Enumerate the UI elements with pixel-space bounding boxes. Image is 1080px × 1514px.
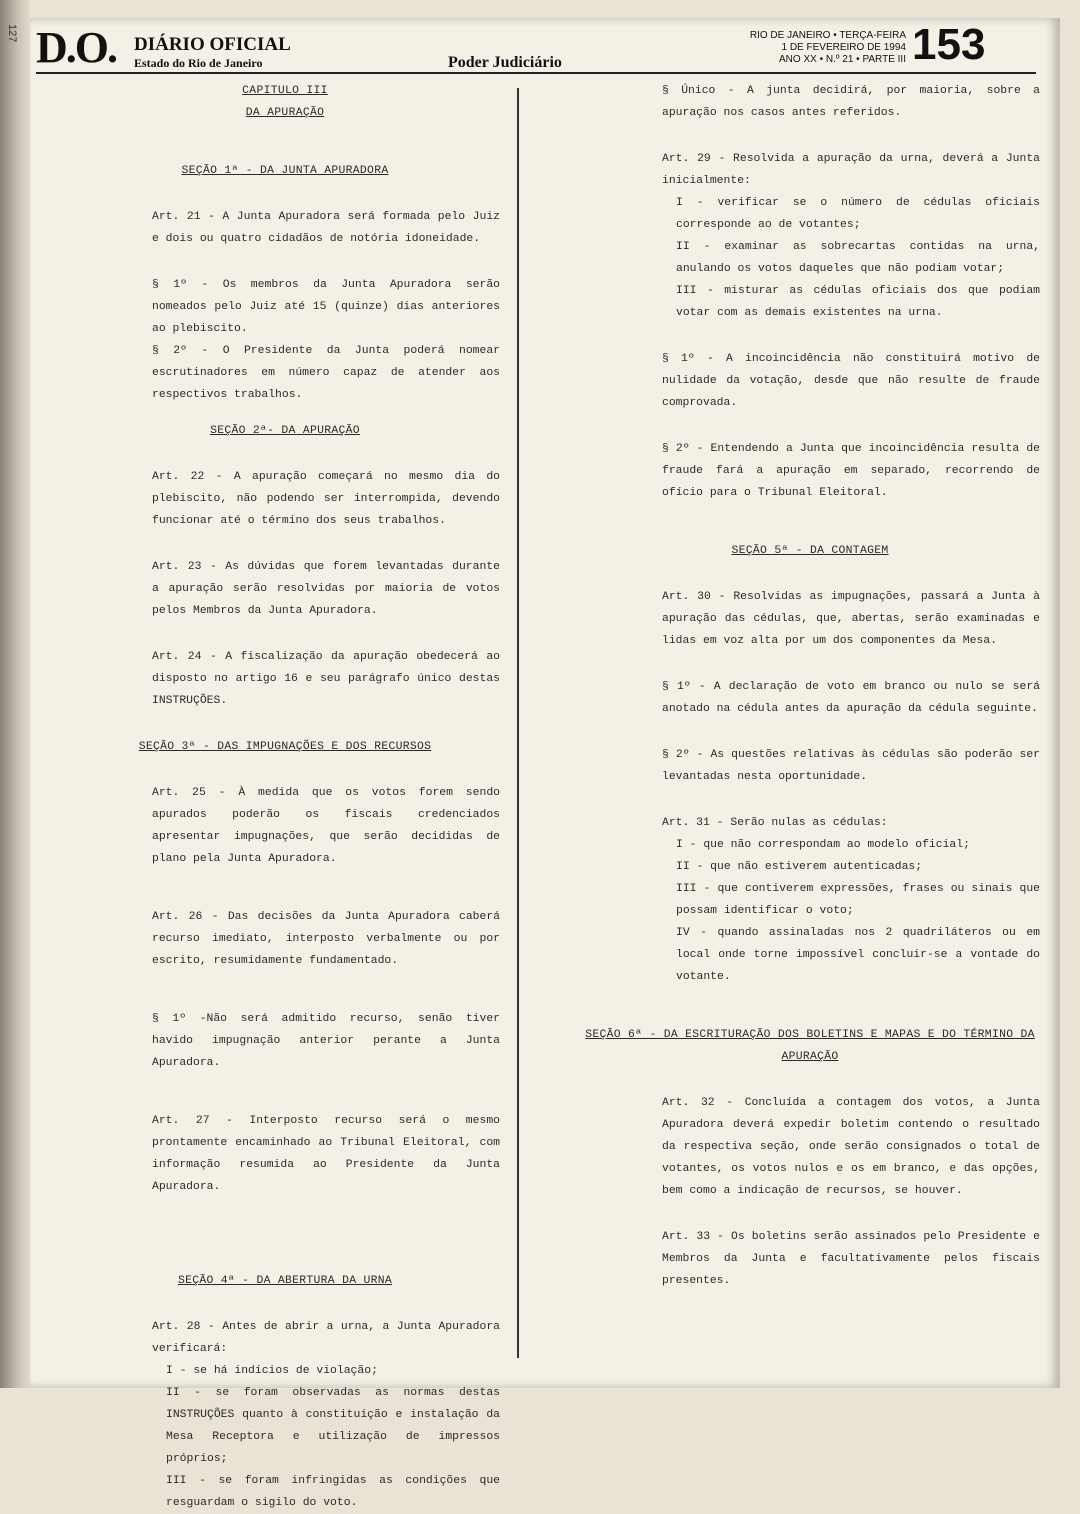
article-paragraph: Art. 28 - Antes de abrir a urna, a Junta Apuradora verificará: <box>152 1321 500 1355</box>
publication-logo: D.O. <box>36 23 116 72</box>
spacer <box>580 788 1040 812</box>
left-column <box>70 80 500 1514</box>
spacer <box>580 414 1040 438</box>
dateline <box>726 30 906 66</box>
spacer <box>70 1292 500 1316</box>
section-name: Poder Judiciário <box>448 54 562 71</box>
article-paragraph: Art. 33 - Os boletins serão assinados pelo Presidente e Membros da Junta e facultativamente pelos fiscais presentes. <box>662 1231 1040 1287</box>
list-item: I - se há indícios de violação; <box>166 1365 378 1377</box>
section-heading: SEÇÃO 2ª- DA APURAÇÃO <box>210 425 360 437</box>
article-paragraph: § Único - A junta decidirá, por maioria, sobre a apuração nos casos antes referidos. <box>662 85 1040 119</box>
article-paragraph: Art. 32 - Concluída a contagem dos votos, a Junta Apuradora deverá expedir boletim contendo o resultado da respectiva seção, onde serão consignados o total de votantes, os votos nulos e os em branco, e das opções, bem como a indicação de recursos, se houver. <box>662 1097 1040 1197</box>
spacer <box>580 504 1040 540</box>
spacer <box>580 720 1040 744</box>
spacer <box>580 124 1040 148</box>
article-paragraph: § 1º - Os membros da Junta Apuradora serão nomeados pelo Juiz até 15 (quinze) dias anteriores ao plebiscito. <box>152 279 500 335</box>
spacer <box>70 1198 500 1234</box>
section-heading: SEÇÃO 4ª - DA ABERTURA DA URNA <box>177 1275 393 1287</box>
spacer <box>580 988 1040 1024</box>
masthead <box>36 20 1036 76</box>
dateline-line-2: 1 DE FEVEREIRO DE 1994 <box>781 42 906 53</box>
spacer <box>580 652 1040 676</box>
spacer <box>70 124 500 160</box>
spacer <box>70 1074 500 1110</box>
section-heading: SEÇÃO 1ª - DA JUNTA APURADORA <box>181 165 389 177</box>
spacer <box>580 1202 1040 1226</box>
list-item: II - examinar as sobrecartas contidas na urna, anulando os votos daqueles que não podiam votar; <box>676 241 1040 275</box>
binding-text: 127 <box>6 24 18 43</box>
article-paragraph: Art. 29 - Resolvida a apuração da urna, deverá a Junta inicialmente: <box>662 153 1040 187</box>
article-paragraph: Art. 27 - Interposto recurso será o mesmo prontamente encaminhado ao Tribunal Eleitoral, com informação resumida ao Presidente da Junta Apuradora. <box>152 1115 500 1193</box>
article-paragraph: Art. 30 - Resolvidas as impugnações, passará a Junta à apuração das cédulas, que, abertas, serão examinadas e lidas em voz alta por um dos componentes da Mesa. <box>662 591 1040 647</box>
dateline-line-1: RIO DE JANEIRO • TERÇA-FEIRA <box>749 30 906 41</box>
article-paragraph: Art. 23 - As dúvidas que forem levantadas durante a apuração serão resolvidas por maioria de votos pelos Membros da Junta Apuradora. <box>152 561 500 617</box>
list-item: III - se foram infringidas as condições que resguardam o sigilo do voto. <box>166 1475 500 1509</box>
spacer <box>580 1068 1040 1092</box>
publication-title: DIÁRIO OFICIAL <box>134 34 291 55</box>
article-paragraph: Art. 26 - Das decisões da Junta Apuradora caberá recurso imediato, interposto verbalmente ou por escrito, resumidamente fundamentado. <box>152 911 500 967</box>
spacer <box>70 870 500 906</box>
section-heading: SEÇÃO 3ª - DAS IMPUGNAÇÕES E DOS RECURSOS <box>138 741 432 753</box>
list-item: IV - quando assinaladas nos 2 quadriláteros ou em local onde torne impossível concluir-se a vontade do votante. <box>676 927 1040 983</box>
list-item: I - que não correspondam ao modelo oficial; <box>676 839 970 851</box>
spacer <box>70 1234 500 1270</box>
spacer <box>70 972 500 1008</box>
article-paragraph: Art. 22 - A apuração começará no mesmo dia do plebiscito, não podendo ser interrompida, devendo funcionar até o término dos seus trabalhos. <box>152 471 500 527</box>
article-paragraph: Art. 24 - A fiscalização da apuração obedecerá ao disposto no artigo 16 e seu parágrafo único destas INSTRUÇÕES. <box>152 651 500 707</box>
section-heading: SEÇÃO 6ª - DA ESCRITURAÇÃO DOS BOLETINS E MAPAS E DO TÉRMINO DA APURAÇÃO <box>585 1029 1035 1063</box>
spacer <box>70 406 500 420</box>
article-paragraph: § 2º - Entendendo a Junta que incoincidência resulta de fraude fará a apuração em separado, recorrendo de ofício para o Tribunal Eleitoral. <box>662 443 1040 499</box>
article-paragraph: § 2º - As questões relativas às cédulas são poderão ser levantadas nesta oportunidade. <box>662 749 1040 783</box>
spacer <box>70 442 500 466</box>
column-divider <box>517 88 519 1358</box>
masthead-rule <box>36 72 1036 74</box>
spacer <box>70 758 500 782</box>
page-binding <box>0 0 30 1388</box>
article-paragraph: § 2º - O Presidente da Junta poderá nomear escrutinadores em número capaz de atender aos respectivos trabalhos. <box>152 345 500 401</box>
publication-subtitle: Estado do Rio de Janeiro <box>134 56 263 70</box>
article-paragraph: Art. 25 - À medida que os votos forem sendo apurados poderão os fiscais credenciados apresentar impugnações, que serão decididas de plano pela Junta Apuradora. <box>152 787 500 865</box>
spacer <box>70 182 500 206</box>
section-heading: SEÇÃO 5ª - DA CONTAGEM <box>731 545 889 557</box>
list-item: I - verificar se o número de cédulas oficiais corresponde ao de votantes; <box>676 197 1040 231</box>
right-column <box>580 80 1040 1292</box>
list-item: II - que não estiverem autenticadas; <box>676 861 923 873</box>
dateline-line-3: ANO XX • N.º 21 • PARTE III <box>779 54 906 65</box>
article-paragraph: § 1º - A incoincidência não constituirá motivo de nulidade da votação, desde que não resulte de fraude comprovada. <box>662 353 1040 409</box>
spacer <box>70 622 500 646</box>
article-paragraph: Art. 31 - Serão nulas as cédulas: <box>662 817 888 829</box>
list-item: II - se foram observadas as normas destas INSTRUÇÕES quanto à constituição e instalação da Mesa Receptora e utilização de impressos próprios; <box>166 1387 500 1465</box>
list-item: III - misturar as cédulas oficiais dos que podiam votar com as demais existentes na urna. <box>676 285 1040 319</box>
page-number: 153 <box>912 20 986 69</box>
spacer <box>580 324 1040 348</box>
article-paragraph: § 1º - A declaração de voto em branco ou nulo se será anotado na cédula antes da apuração da cédula seguinte. <box>662 681 1040 715</box>
section-heading: CAPITULO III <box>242 85 328 97</box>
list-item: III - que contiverem expressões, frases ou sinais que possam identificar o voto; <box>676 883 1040 917</box>
spacer <box>70 250 500 274</box>
section-heading: DA APURAÇÃO <box>245 107 325 119</box>
spacer <box>580 562 1040 586</box>
article-paragraph: § 1º -Não será admitido recurso, senão tiver havido impugnação anterior perante a Junta Apuradora. <box>152 1013 500 1069</box>
spacer <box>70 532 500 556</box>
article-paragraph: Art. 21 - A Junta Apuradora será formada pelo Juiz e dois ou quatro cidadãos de notória idoneidade. <box>152 211 500 245</box>
spacer <box>70 712 500 736</box>
